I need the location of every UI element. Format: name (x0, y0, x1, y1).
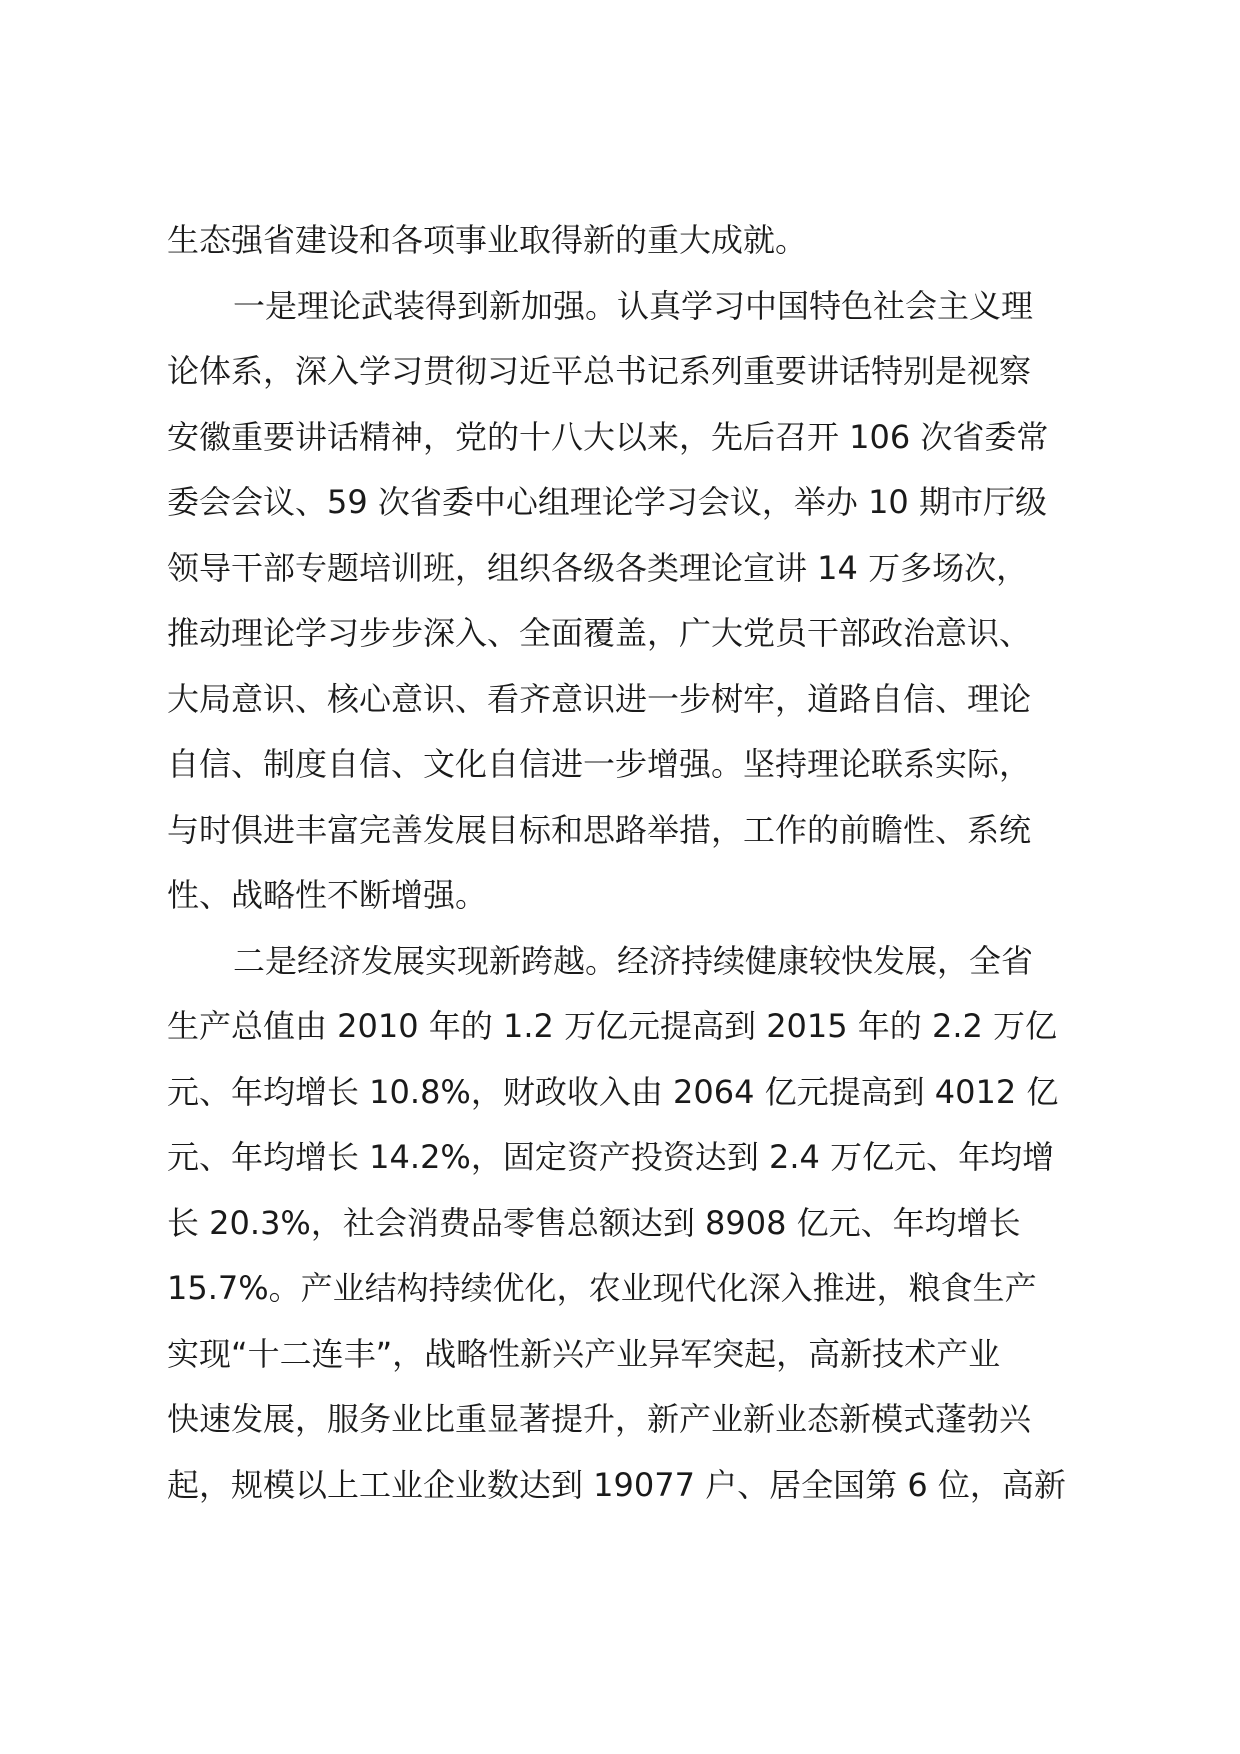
text-line: 性、战略性不断增强。 (167, 876, 488, 914)
text-line: 生态强省建设和各项事业取得新的重大成就。 (167, 221, 808, 259)
document-body (167, 208, 1097, 1518)
text-line: 快速发展，服务业比重显著提升，新产业新业态新模式蓬勃兴 (167, 1400, 1032, 1438)
text-line: 生产总值由 2010 年的 1.2 万亿元提高到 2015 年的 2.2 万亿 (167, 1007, 1058, 1045)
text-line: 与时俱进丰富完善发展目标和思路举措，工作的前瞻性、系统 (167, 810, 1032, 849)
text-line: 15.7%。产业结构持续优化，农业现代化深入推进，粮食生产 (167, 1269, 1037, 1307)
text-line: 安徽重要讲话精神，党的十八大以来，先后召开 106 次省委常 (167, 417, 1049, 456)
text-line: 元、年均增长 14.2%，固定资产投资达到 2.4 万亿元、年均增 (167, 1138, 1055, 1176)
text-line: 自信、制度自信、文化自信进一步增强。坚持理论联系实际， (167, 745, 1032, 783)
text-line: 长 20.3%，社会消费品零售总额达到 8908 亿元、年均增长 (167, 1203, 1021, 1242)
text-line: 实现“十二连丰”，战略性新兴产业异军突起，高新技术产业 (167, 1334, 1001, 1373)
text-line: 起，规模以上工业企业数达到 19077 户、居全国第 6 位，高新 (167, 1465, 1066, 1504)
paragraph-first-line: 一是理论武装得到新加强。认真学习中国特色社会主义理 (233, 286, 1034, 325)
text-line: 元、年均增长 10.8%，财政收入由 2064 亿元提高到 4012 亿 (167, 1072, 1059, 1111)
text-line: 论体系，深入学习贯彻习近平总书记系列重要讲话特别是视察 (167, 352, 1032, 390)
text-line: 领导干部专题培训班，组织各级各类理论宣讲 14 万多场次， (167, 548, 1029, 587)
text-line: 大局意识、核心意识、看齐意识进一步树牢，道路自信、理论 (167, 679, 1032, 718)
paragraph-first-line: 二是经济发展实现新跨越。经济持续健康较快发展，全省 (233, 941, 1034, 980)
text-line: 委会会议、59 次省委中心组理论学习会议，举办 10 期市厅级 (167, 483, 1047, 521)
text-line: 推动理论学习步步深入、全面覆盖，广大党员干部政治意识、 (167, 614, 1032, 652)
